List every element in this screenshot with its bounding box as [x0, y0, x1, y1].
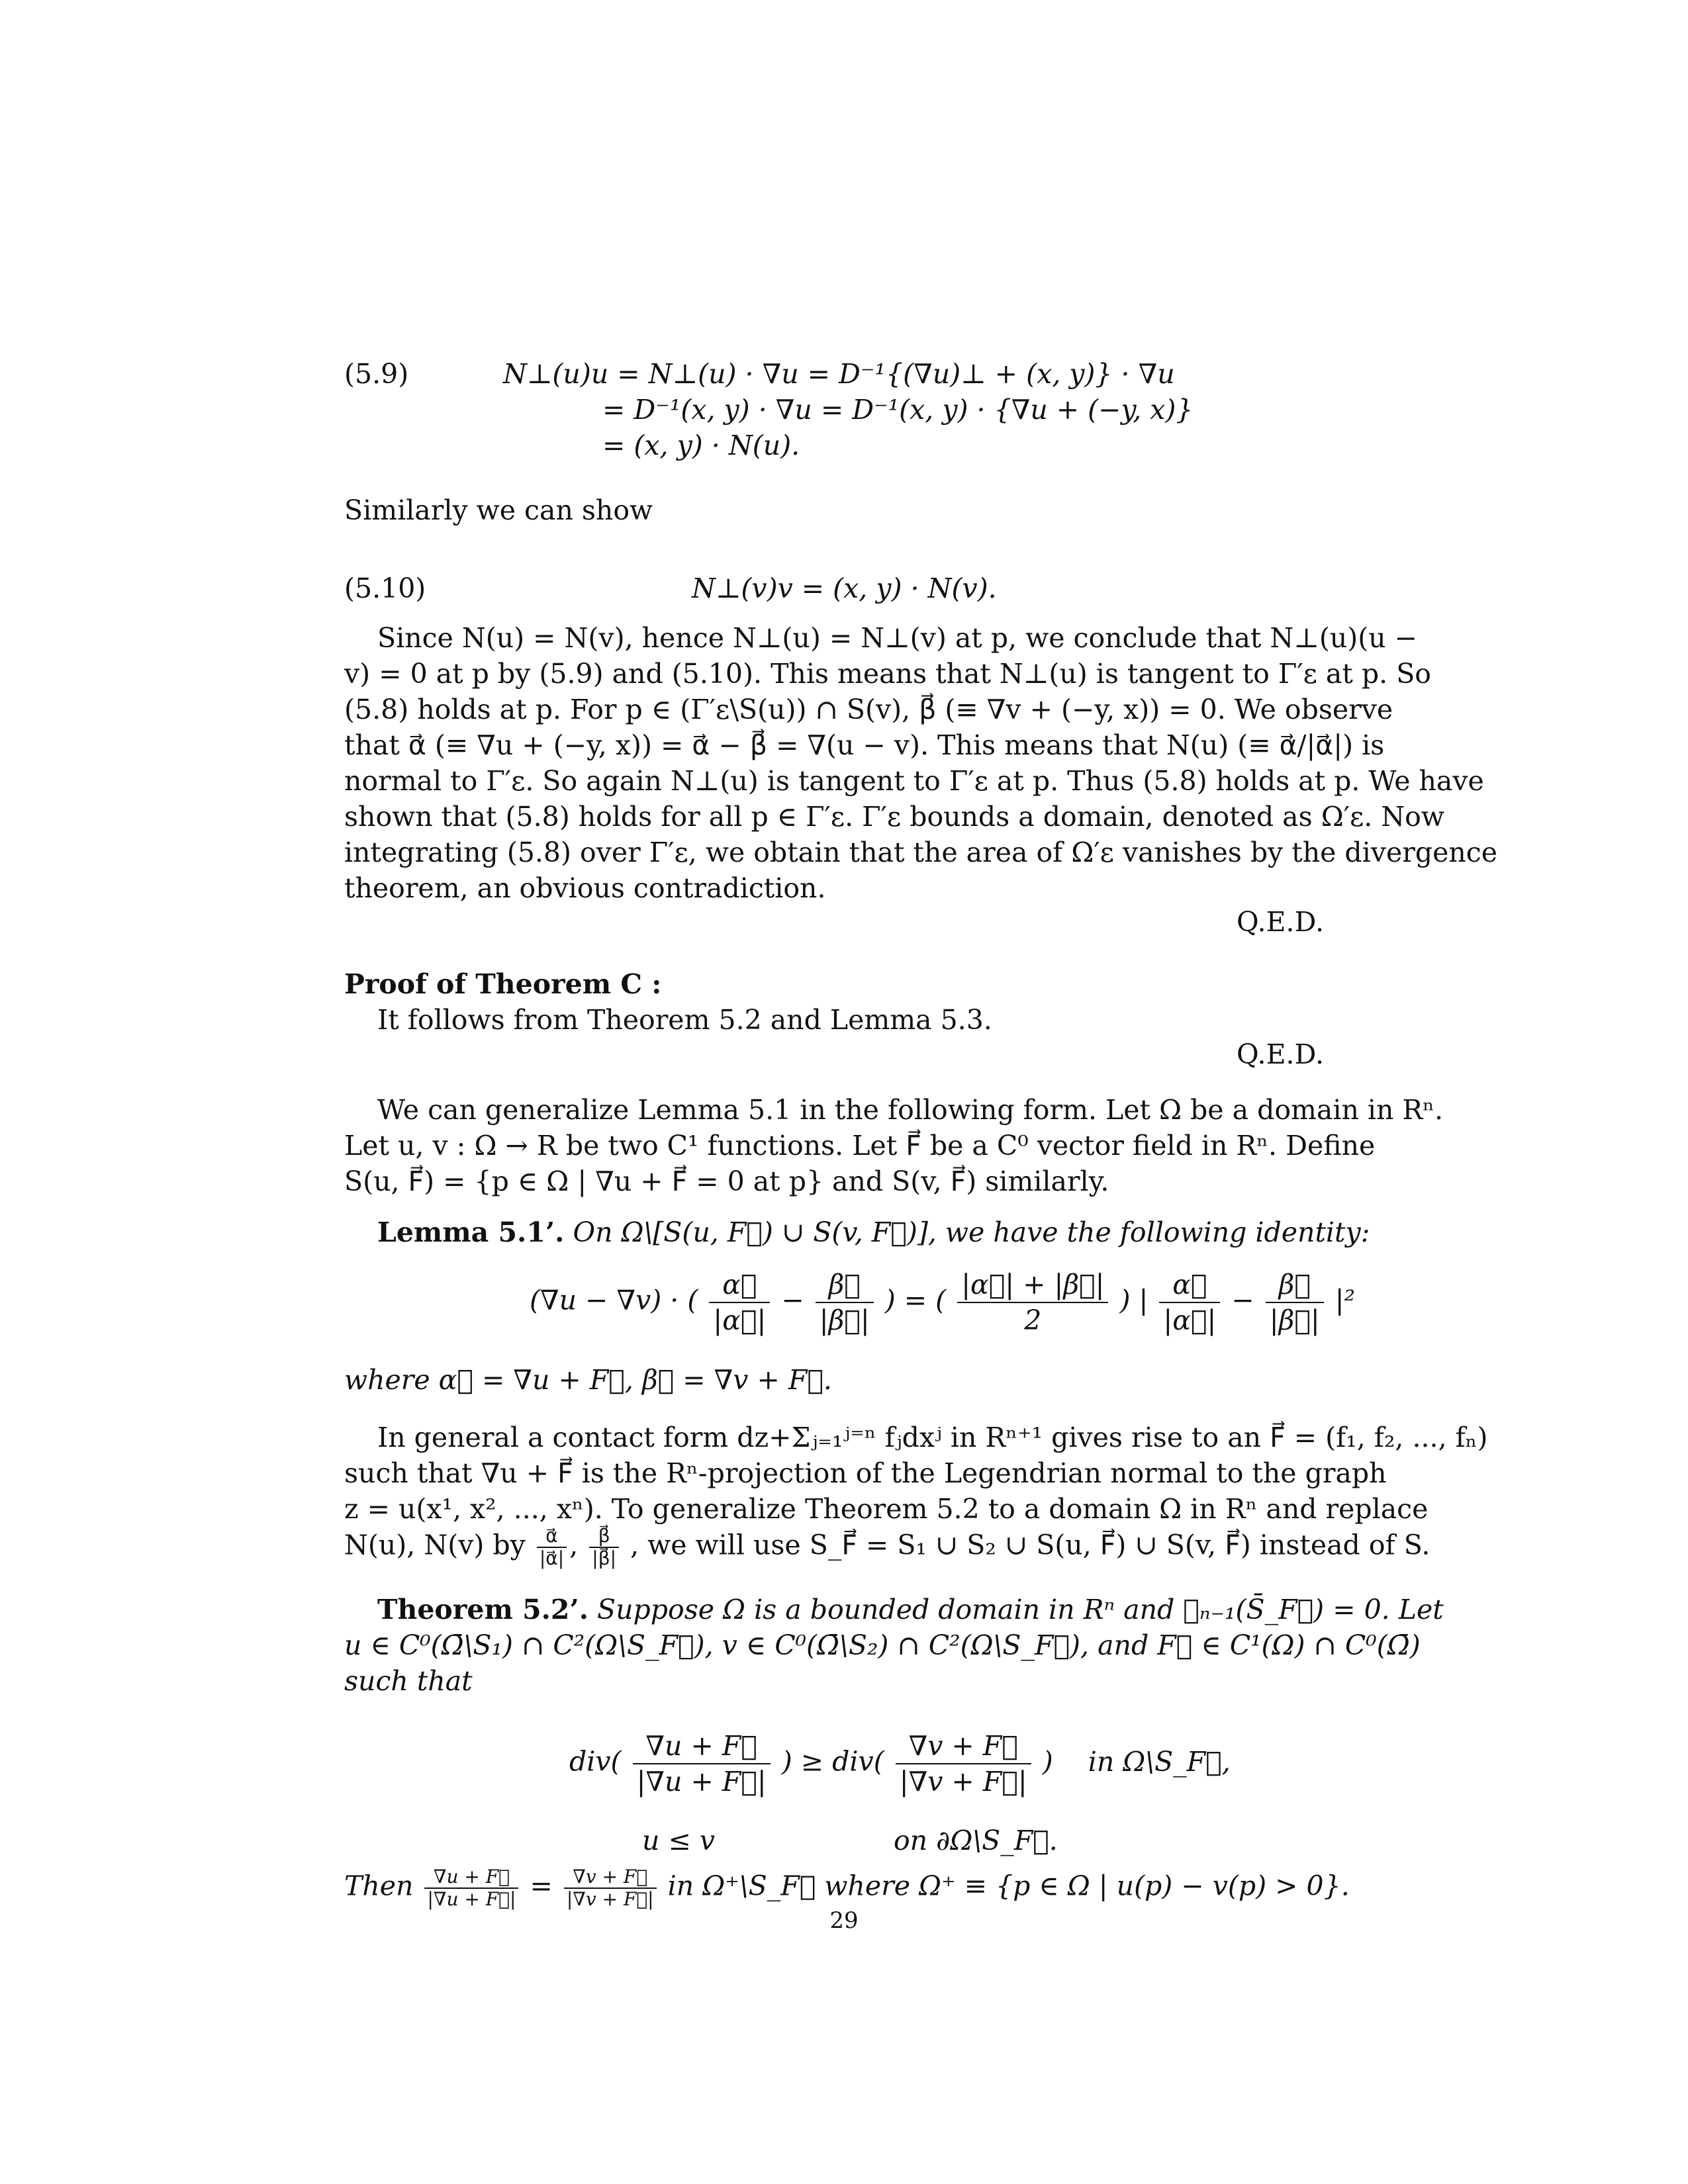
contact-line-4-prefix: N(u), N(v) by: [344, 1529, 526, 1561]
then-rest: in Ω⁺\S_F⃗ where Ω⁺ ≡ {p ∈ Ω | u(p) − v(p) > 0}.: [667, 1870, 1350, 1902]
theorem-5-2p-line-2: u ∈ C⁰(Ω̄\S₁) ∩ C²(Ω\S_F⃗), v ∈ C⁰(Ω̄\S₂) ∩ C²(Ω\S_F⃗), and F⃗ ∈ C¹(Ω) ∩ C⁰(Ω̄): [344, 1629, 1421, 1661]
proof-line-1: Since N(u) = N(v), hence N⊥(u) = N⊥(v) at p, we conclude that N⊥(u)(u −: [377, 622, 1418, 654]
div-geq: ) ≥ div(: [781, 1745, 884, 1778]
equation-5-10: N⊥(v)v = (x, y) · N(v).: [692, 572, 997, 604]
alpha-numerator: α⃗: [709, 1267, 770, 1303]
qed-1: Q.E.D.: [1236, 906, 1324, 938]
contact-line-2: such that ∇u + F⃗ is the Rⁿ-projection of the Legendrian normal to the graph: [344, 1457, 1387, 1489]
equation-label-5-9: (5.9): [344, 358, 409, 390]
on-boundary: on ∂Ω\S_F⃗.: [894, 1825, 1058, 1856]
proof-line-8: theorem, an obvious contradiction.: [344, 872, 826, 904]
sum-denominator: 2: [1024, 1304, 1042, 1336]
small-alpha-numerator: α⃗: [537, 1525, 567, 1548]
small-alpha-denominator: |α⃗|: [539, 1547, 565, 1569]
fraction-grad-u: [633, 1729, 771, 1799]
beta-numerator-2: β⃗: [1266, 1267, 1324, 1303]
page-number: 29: [829, 1907, 859, 1934]
fraction-sum: [957, 1267, 1108, 1338]
small-u-numerator: ∇u + F⃗: [424, 1866, 518, 1889]
lemma-statement: On Ω\[S(u, F⃗) ∪ S(v, F⃗)], we have the following identity:: [573, 1216, 1370, 1248]
small-beta-numerator: β⃗: [589, 1525, 619, 1548]
theorem-5-2p-line-1: [377, 1592, 1444, 1627]
small-fraction-u: [424, 1866, 518, 1910]
beta-numerator: β⃗: [816, 1267, 874, 1303]
proof-line-4: that α⃗ (≡ ∇u + (−y, x)) = α⃗ − β⃗ = ∇(u − v). This means that N(u) (≡ α⃗/|α⃗|) is: [344, 729, 1385, 761]
similarly-text: Similarly we can show: [344, 494, 653, 526]
inequality-u-leq-v: u ≤ v: [642, 1825, 715, 1856]
identity-minus-2: −: [1231, 1284, 1254, 1316]
proof-line-3: (5.8) holds at p. For p ∈ (Γ′ε\S(u)) ∩ S(v), β⃗ (≡ ∇v + (−y, x)) = 0. We observe: [344, 694, 1393, 725]
fraction-beta-2: [1266, 1267, 1324, 1338]
identity-bar-open: ) |: [1119, 1284, 1149, 1316]
fraction-grad-v: [896, 1729, 1031, 1799]
beta-denominator: |β⃗|: [819, 1304, 870, 1336]
then-word: Then: [344, 1870, 414, 1902]
small-u-denominator: |∇u + F⃗|: [427, 1888, 516, 1910]
small-v-numerator: ∇v + F⃗: [564, 1866, 657, 1889]
fraction-alpha: [709, 1267, 770, 1338]
div-close: ): [1042, 1745, 1053, 1778]
grad-u-numerator: ∇u + F⃗: [633, 1729, 771, 1764]
alpha-denominator-2: |α⃗|: [1163, 1304, 1217, 1336]
div-u: div(: [569, 1745, 622, 1778]
generalize-line-3: S(u, F⃗) = {p ∈ Ω | ∇u + F⃗ = 0 at p} and S(v, F⃗) similarly.: [344, 1165, 1109, 1197]
beta-denominator-2: |β⃗|: [1269, 1304, 1320, 1336]
generalize-line-2: Let u, v : Ω → R be two C¹ functions. Let F⃗ be a C⁰ vector field in Rⁿ. Define: [344, 1130, 1376, 1161]
proof-line-7: integrating (5.8) over Γ′ε, we obtain that the area of Ω′ε vanishes by the divergence: [344, 837, 1497, 868]
lemma-where: where α⃗ = ∇u + F⃗, β⃗ = ∇v + F⃗.: [344, 1364, 832, 1396]
sum-numerator: |α⃗| + |β⃗|: [957, 1267, 1108, 1303]
alpha-denominator: |α⃗|: [713, 1304, 767, 1336]
alpha-numerator-2: α⃗: [1159, 1267, 1220, 1303]
equation-5-9-line-2: = D⁻¹(x, y) · ∇u = D⁻¹(x, y) · {∇u + (−y, x)}: [602, 394, 1194, 426]
contact-line-4-suffix: , we will use S_F⃗ = S₁ ∪ S₂ ∪ S(u, F⃗) ∪ S(v, F⃗) instead of S.: [630, 1529, 1430, 1561]
in-region: in Ω\S_F⃗,: [1088, 1745, 1231, 1778]
small-fraction-alpha: [537, 1525, 567, 1569]
divergence-inequality: [569, 1729, 1231, 1799]
equation-5-9-line-3: = (x, y) · N(u).: [602, 430, 800, 461]
qed-2: Q.E.D.: [1236, 1038, 1324, 1070]
proof-line-2: v) = 0 at p by (5.9) and (5.10). This means that N⊥(u) is tangent to Γ′ε at p. So: [344, 658, 1431, 690]
identity-mid: ) = (: [884, 1284, 947, 1316]
contact-line-1: In general a contact form dz+Σⱼ₌₁ʲ⁼ⁿ fⱼdxʲ in Rⁿ⁺¹ gives rise to an F⃗ = (f₁, f₂, ..., fₙ): [377, 1422, 1488, 1453]
proof-theorem-c-body: It follows from Theorem 5.2 and Lemma 5.3.: [377, 1004, 992, 1036]
small-beta-denominator: |β⃗|: [592, 1547, 617, 1569]
generalize-line-1: We can generalize Lemma 5.1 in the following form. Let Ω be a domain in Rⁿ.: [377, 1094, 1444, 1126]
fraction-beta: [816, 1267, 874, 1338]
grad-v-numerator: ∇v + F⃗: [896, 1729, 1031, 1764]
theorem-conclusion: [344, 1866, 1350, 1910]
contact-line-3: z = u(x¹, x², ..., xⁿ). To generalize Theorem 5.2 to a domain Ω in Rⁿ and replace: [344, 1493, 1429, 1525]
proof-line-5: normal to Γ′ε. So again N⊥(u) is tangent to Γ′ε at p. Thus (5.8) holds at p. We have: [344, 765, 1484, 797]
lemma-identity: [530, 1267, 1355, 1338]
theorem-5-2p-line-3: such that: [344, 1665, 473, 1697]
small-fraction-v: [564, 1866, 657, 1910]
contact-line-4: N(u), N(v) by $\frac{\alpha⃗}{|\alpha⃗|}$ , $\frac{\beta⃗}{|\beta⃗|}$ , we will use S_F⃗ = S₁ ∪ S₂ ∪ S(u, F⃗) ∪ S(v, F⃗) instead of S.: [344, 1525, 1430, 1569]
identity-minus: −: [781, 1284, 804, 1316]
small-fraction-beta: [589, 1525, 619, 1569]
proof-line-6: shown that (5.8) holds for all p ∈ Γ′ε. Γ′ε bounds a domain, denoted as Ω′ε. Now: [344, 801, 1444, 833]
theorem-label: Theorem 5.2’.: [377, 1594, 588, 1625]
small-v-denominator: |∇v + F⃗|: [566, 1888, 654, 1910]
theorem-line-1-text: Suppose Ω is a bounded domain in Rⁿ and ℋₙ₋₁(S̄_F⃗) = 0. Let: [597, 1594, 1444, 1625]
lemma-label: Lemma 5.1’.: [377, 1216, 565, 1248]
grad-u-denominator: |∇u + F⃗|: [636, 1766, 767, 1797]
then-equals: =: [530, 1870, 553, 1902]
lemma-5-1p: [377, 1214, 1370, 1250]
identity-left: (∇u − ∇v) · (: [530, 1284, 698, 1316]
identity-bar-close: |²: [1335, 1284, 1356, 1316]
grad-v-denominator: |∇v + F⃗|: [899, 1766, 1027, 1797]
equation-5-9-line-1: N⊥(u)u = N⊥(u) · ∇u = D⁻¹{(∇u)⊥ + (x, y)} · ∇u: [503, 358, 1175, 390]
fraction-alpha-2: [1159, 1267, 1220, 1338]
proof-theorem-c-heading: Proof of Theorem C :: [344, 968, 662, 1000]
equation-label-5-10: (5.10): [344, 572, 426, 604]
